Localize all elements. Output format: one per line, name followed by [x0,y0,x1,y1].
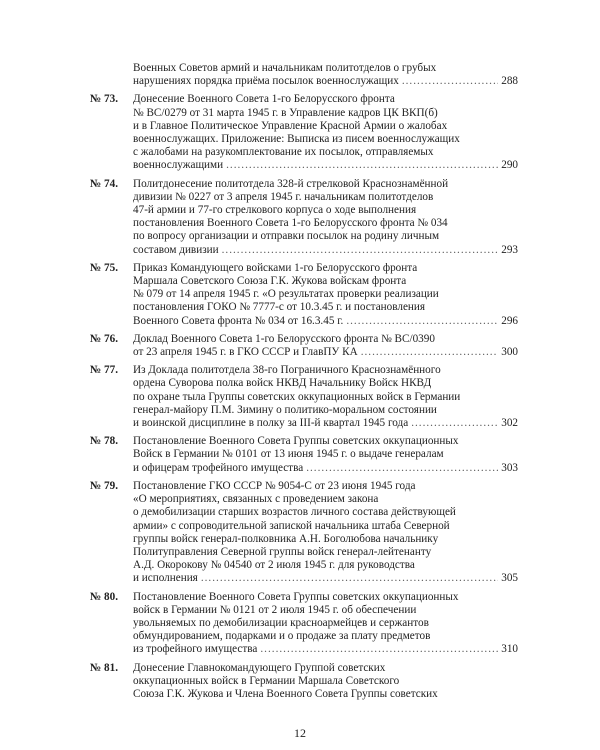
title-line: Политдонесение политотдела 328-й стрелковой Краснознамённой [133,177,449,190]
title-line: постановления Военного Совета 1-го Белорусского фронта № 034 [133,217,448,230]
title-line: № 079 от 14 апреля 1945 г. «О результатах проверки реализации [133,288,439,301]
page-reference: 302 [501,417,518,430]
title-line: Маршала Советского Союза Г.К. Жукова войскам фронта [133,275,407,288]
page-reference: 290 [501,159,518,172]
title-line: Донесение Военного Совета 1-го Белорусского фронта [133,93,395,106]
dot-leader [346,315,498,328]
title-last-line [133,643,518,656]
dot-leader [361,346,499,359]
title-line: постановления ГОКО № 7777-с от 10.3.45 г. и постановления [133,301,426,314]
title-last-line [133,417,518,430]
title-line: Политуправления Северной группы войск генерал-лейтенанту [133,545,432,558]
title-line: А.Д. Окорокову № 04540 от 2 июля 1945 г. для руководства [133,559,415,572]
toc-entry [90,661,518,702]
dot-leader [201,572,498,585]
title-line: группы войск генерал-полковника А.Н. Боголюбова начальнику [133,532,439,545]
title-line: и офицерам трофейного имущества [133,461,304,474]
title-line: 47-й армии и 77-го стрелкового корпуса о ходе выполнения [133,204,417,217]
page-reference: 305 [501,572,518,585]
page-reference: 300 [501,346,518,359]
document-number: № 73. [90,93,119,106]
title-line: от 23 апреля 1945 г. в ГКО СССР и ГлавПУ КА [133,346,358,359]
title-line: Доклад Военного Совета 1-го Белорусского фронта № ВС/0390 [133,332,435,345]
page-reference: 303 [501,461,518,474]
title-line: Постановление Военного Совета Группы советских оккупационных [133,435,459,448]
title-line: составом дивизии [133,243,219,256]
title-line: войск в Германии № 0121 от 2 июля 1945 г. об обеспечении [133,603,417,616]
title-line: армии» с сопроводительной запиской начальника штаба Северной [133,519,450,532]
title-last-line [133,159,518,172]
page-reference: 310 [501,643,518,656]
document-number: № 77. [90,364,119,377]
document-number: № 80. [90,590,119,603]
toc-entry [116,62,518,88]
title-line: Постановление Военного Совета Группы советских оккупационных [133,590,459,603]
title-last-line [133,244,518,257]
title-line: обмундированием, подарками и о продаже за плату предметов [133,630,431,643]
title-line: № ВС/0279 от 31 марта 1945 г. в Управление кадров ЦК ВКП(б) [133,106,438,119]
title-line: из трофейного имущества [133,643,258,656]
toc-entry [90,261,518,328]
entry-title [133,591,518,657]
title-line: Приказ Командующего войсками 1-го Белорусского фронта [133,261,418,274]
dot-leader [306,462,498,475]
toc-entry [90,590,518,657]
dot-leader [411,417,498,430]
title-line: Донесение Главнокомандующего Группой советских [133,661,386,674]
title-last-line [133,572,518,585]
title-line: нарушениях порядка приёма посылок военнослужащих [133,75,399,88]
toc-entry [90,332,518,359]
dot-leader [260,643,498,656]
table-of-contents [90,62,518,706]
title-line: оккупационных войск в Германии Маршала Советского [133,674,400,687]
document-number: № 74. [90,177,119,190]
page-number: 12 [294,726,306,740]
title-line: по вопросу организации и отправки посылок на родину личным [133,230,440,243]
document-number: № 78. [90,435,119,448]
title-line: военнослужащими [133,159,224,172]
title-line: генерал-майору П.М. Зимину о политико-моральном состоянии [133,403,437,416]
title-last-line [133,346,518,359]
entry-title [133,178,518,257]
toc-entry [90,177,518,257]
title-line: военнослужащих. Приложение: Выписка из писем военнослужащих [133,133,460,146]
entry-title [133,93,518,172]
toc-entry [90,93,518,172]
title-last-line [133,315,518,328]
page-reference: 288 [501,75,518,88]
page-reference: 293 [501,243,518,256]
title-line: «О мероприятиях, связанных с проведением закона [133,493,379,506]
title-line: и в Главное Политическое Управление Красной Армии о жалобах [133,119,448,132]
toc-entry [90,364,518,430]
document-number: № 76. [90,332,119,345]
title-last-line [133,462,518,475]
title-line: увольняемых по демобилизации красноармейцев и сержантов [133,616,429,629]
toc-entry [90,435,518,475]
entry-title [133,435,518,475]
document-number: № 75. [90,261,119,274]
title-line: ордена Суворова полка войск НКВД Начальнику Войск НКВД [133,377,432,390]
entry-title [133,662,518,702]
title-line: с жалобами на разукомплектование их посылок, отправляемых [133,146,434,159]
entry-title [133,364,518,430]
document-number: № 79. [90,479,119,492]
title-line: Союза Г.К. Жукова и Члена Военного Совета Группы советских [133,687,438,700]
document-number: № 81. [90,661,119,674]
entry-title [133,62,518,88]
entry-title [133,333,518,359]
title-line: и воинской дисциплине в полку за III-й квартал 1945 года [133,417,409,430]
title-line: Постановление ГКО СССР № 9054-С от 23 июня 1945 года [133,479,416,492]
title-line: Войск в Германии № 0101 от 13 июня 1945 г. о выдаче генералам [133,448,444,461]
title-line: Военного Совета фронта № 034 от 16.3.45 г. [133,314,344,327]
title-line: и исполнения [133,572,198,585]
dot-leader [226,159,498,172]
title-line: Военных Советов армий и начальникам политотделов о грубых [133,62,437,74]
title-line: о демобилизации старших возрастов личного состава действующей [133,506,456,519]
page-reference: 296 [501,314,518,327]
entry-title [133,480,518,586]
dot-leader [402,75,498,88]
title-last-line [133,75,518,88]
title-line: по охране тыла Группы советских оккупационных войск в Германии [133,390,461,403]
title-line: дивизии № 0227 от 3 апреля 1945 г. начальникам политотделов [133,190,434,203]
title-line: Из Доклада политотдела 38-го Пограничного Краснознамённого [133,364,441,377]
toc-entry [90,479,518,586]
entry-title [133,262,518,328]
dot-leader [222,244,499,257]
